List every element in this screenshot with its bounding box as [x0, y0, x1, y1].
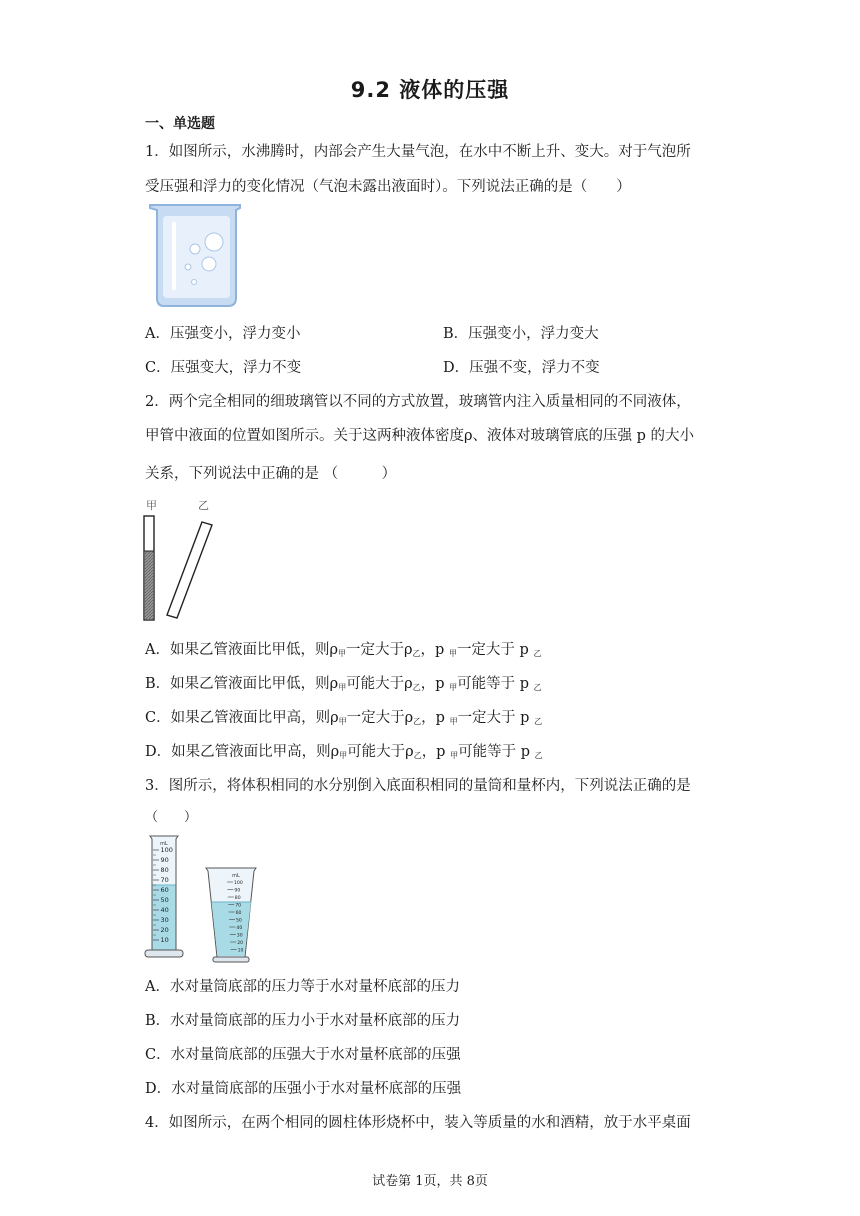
beaker-tick-label: 80 [234, 895, 241, 901]
page-footer: 试卷第 1页，共 8页 [372, 1174, 488, 1189]
beaker-tick-label: 90 [234, 888, 241, 894]
q2-option-c: C．如果乙管液面比甲高，则$\rho_甲$一定大于$\rho_乙$，p $_甲$一定大于 p $_乙$ [145, 710, 543, 726]
beaker-tick-label: 70 [235, 903, 242, 909]
tube-label-yi: 乙 [198, 499, 209, 512]
cylinder-tick-label: 60 [160, 886, 169, 894]
q4-line1: 4．如图所示，在两个相同的圆柱体形烧杯中，装入等质量的水和酒精，放于水平桌面 [145, 1115, 691, 1131]
cylinder-tick-label: 30 [160, 916, 169, 924]
glass-tubes-figure [142, 512, 222, 624]
q3-option-b: B．水对量筒底部的压力小于水对量杯底部的压力 [145, 1013, 461, 1029]
q1-line2: 受压强和浮力的变化情况（气泡未露出液面时）。下列说法正确的是（ ） [145, 179, 631, 195]
q1-line1: 1．如图所示，水沸腾时，内部会产生大量气泡，在水中不断上升、变大。对于气泡所 [145, 144, 691, 160]
beaker-tick-label: 30 [236, 933, 243, 939]
q2-option-b: B．如果乙管液面比甲低，则$\rho_甲$可能大于$\rho_乙$，p $_甲$可能等于 p $_乙$ [145, 676, 542, 692]
tube-label-jia: 甲 [146, 499, 157, 512]
boiling-beaker-figure [148, 202, 244, 310]
beaker-tick-label: 60 [235, 910, 242, 916]
measuring-beaker-figure [200, 862, 264, 964]
q2-line2: 甲管中液面的位置如图所示。关于这两种液体密度ρ、液体对玻璃管底的压强 p 的大小 [145, 428, 695, 444]
cylinder-unit: mL [160, 841, 168, 847]
beaker-tick-label: 10 [237, 948, 244, 954]
q3-option-d: D．水对量筒底部的压强小于水对量杯底部的压强 [145, 1081, 462, 1097]
q1-option-d: D．压强不变，浮力不变 [443, 360, 600, 376]
cylinder-tick-label: 40 [160, 906, 169, 914]
cylinder-tick-label: 50 [160, 896, 169, 904]
q2-line1: 2．两个完全相同的细玻璃管以不同的方式放置，玻璃管内注入质量相同的不同液体， [145, 394, 691, 410]
q3-option-a: A．水对量筒底部的压力等于水对量杯底部的压力 [145, 979, 460, 995]
cylinder-tick-label: 70 [160, 876, 169, 884]
q2-option-d: D．如果乙管液面比甲高，则$\rho_甲$可能大于$\rho_乙$，p $_甲$可能等于 p $_乙$ [145, 744, 543, 760]
cylinder-tick-label: 10 [160, 936, 169, 944]
cylinder-tick-label: 100 [160, 846, 173, 854]
q1-option-a: A．压强变小，浮力变小 [145, 326, 301, 342]
q3-line2: （ ） [145, 810, 198, 825]
beaker-tick-label: 100 [234, 880, 243, 886]
beaker-tick-label: 20 [237, 940, 244, 946]
q3-option-c: C．水对量筒底部的压强大于水对量杯底部的压强 [145, 1047, 461, 1063]
page-title: 9.2 液体的压强 [350, 78, 510, 102]
measuring-cylinder-figure [144, 830, 184, 964]
q2-line3: 关系，下列说法中正确的是 （ ） [145, 466, 397, 482]
q1-option-b: B．压强变小，浮力变大 [443, 326, 599, 342]
section-heading: 一、单选题 [145, 116, 215, 132]
beaker-unit: mL [232, 873, 240, 879]
cylinder-tick-label: 90 [160, 856, 169, 864]
q1-option-c: C．压强变大，浮力不变 [145, 360, 302, 376]
beaker-tick-label: 50 [236, 918, 242, 924]
q3-line1: 3．图所示，将体积相同的水分别倒入底面积相同的量筒和量杯内，下列说法正确的是 [145, 778, 691, 794]
beaker-tick-label: 40 [236, 925, 243, 931]
q2-option-a: A．如果乙管液面比甲低，则$\rho_甲$一定大于$\rho_乙$，p $_甲$一定大于 p $_乙$ [145, 642, 542, 658]
cylinder-tick-label: 80 [160, 866, 169, 874]
cylinder-tick-label: 20 [160, 926, 169, 934]
